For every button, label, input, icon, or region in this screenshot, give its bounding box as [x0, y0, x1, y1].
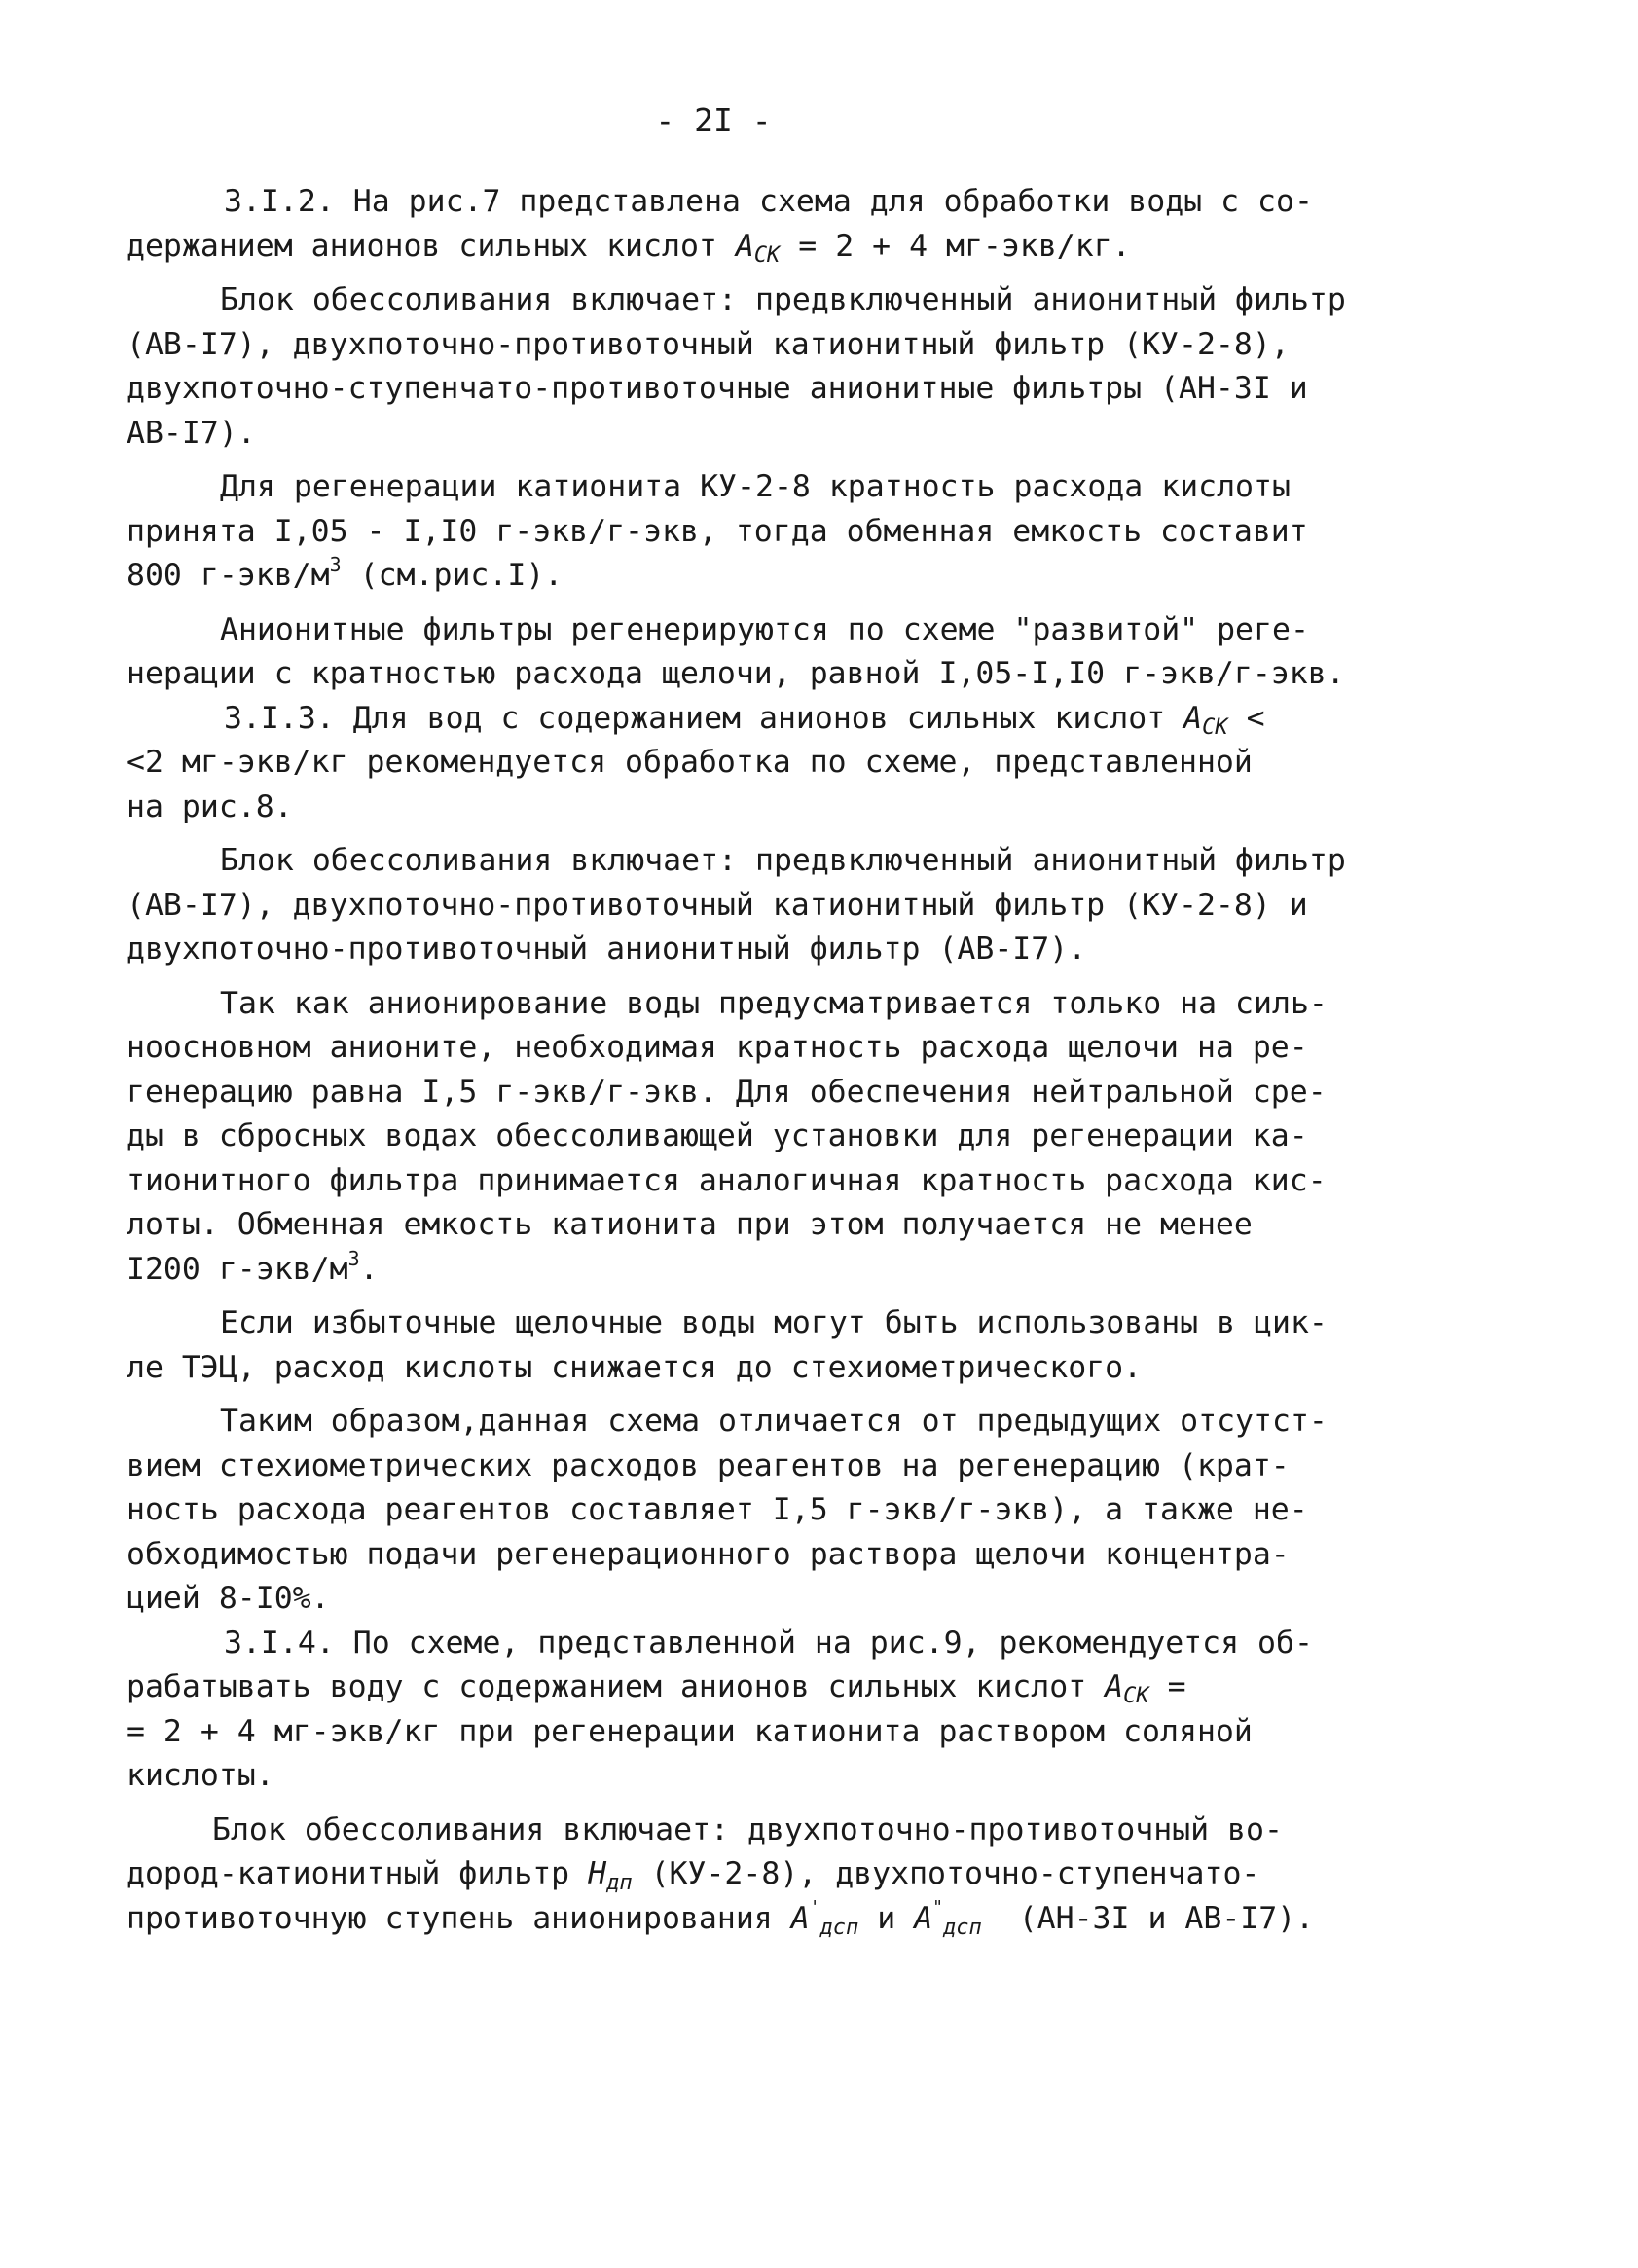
text-line — [127, 1809, 1363, 1853]
text-line-content: кислоты. — [127, 1758, 274, 1793]
text-line-content: рабатывать воду с содержанием анионов сильных кислот — [127, 1669, 1087, 1704]
text-line-content: = 2 + 4 мг-экв/кг при регенерации катионита раствором соляной — [127, 1713, 1253, 1749]
text-line-content: ле ТЭЦ, расход кислоты снижается до стехиометрического. — [127, 1349, 1143, 1385]
text-line — [127, 1115, 1363, 1159]
text-line — [127, 1159, 1363, 1204]
text-line — [127, 1665, 1363, 1710]
text-line-content: лоты. Обменная емкость катионита при этом получается не менее — [127, 1207, 1253, 1242]
text-line-content: 800 г-экв/м — [127, 558, 330, 593]
superscript: 3 — [329, 553, 342, 576]
text-line — [127, 510, 1363, 555]
text-line — [127, 1071, 1363, 1116]
formula-a-ck: $А_{СК}$ — [735, 228, 781, 268]
text-line-content: нерации с кратностью расхода щелочи, равной I,05-I,I0 г-экв/г-экв. — [127, 656, 1345, 691]
formula-a-double-prime-dsp: $А^"_{дсп}$ — [914, 1896, 982, 1940]
text-line — [127, 839, 1363, 884]
text-line — [127, 1533, 1363, 1578]
text-line — [127, 697, 1363, 742]
text-line-content: Если избыточные щелочные воды могут быть использованы в цик- — [220, 1305, 1328, 1340]
formula-a-prime-dsp: $А'_{дсп}$ — [790, 1896, 859, 1940]
text-line-content: вием стехиометрических расходов реагентов на регенерацию (крат- — [127, 1447, 1290, 1483]
text-line-content: Так как анионирование воды предусматривается только на силь- — [220, 985, 1328, 1021]
text-line — [127, 741, 1363, 786]
text-line — [127, 367, 1363, 412]
text-line-content: (КУ-2-8), двухпоточно-ступенчато- — [650, 1856, 1260, 1891]
text-line-content: Анионитные фильтры регенерируются по схеме "развитой" реге- — [220, 611, 1309, 647]
text-line-content: обходимостью подачи регенерационного раствора щелочи концентра- — [127, 1536, 1290, 1572]
text-line-content: = 2 + 4 мг-экв/кг. — [798, 228, 1131, 264]
text-line — [127, 1203, 1363, 1248]
text-line-content: . — [359, 1251, 379, 1287]
text-line — [127, 1488, 1363, 1533]
text-line-content: противоточную ступень анионирования — [127, 1900, 773, 1936]
text-line — [127, 1622, 1363, 1666]
text-line — [127, 412, 1363, 457]
text-line-content: Для регенерации катионита КУ-2-8 кратность расхода кислоты — [220, 469, 1291, 504]
text-line-content: Блок обессоливания включает: предвключенный анионитный фильтр — [220, 843, 1346, 878]
text-line — [127, 928, 1363, 972]
text-line — [127, 554, 1363, 599]
text-line — [127, 1026, 1363, 1071]
text-line — [127, 180, 1363, 225]
text-line-content: I200 г-экв/м — [127, 1251, 348, 1287]
text-line — [127, 652, 1363, 697]
text-line — [127, 608, 1363, 653]
text-line — [127, 1301, 1363, 1346]
formula-a-ck: $А_{СК}$ — [1105, 1669, 1149, 1708]
text-line — [127, 1852, 1363, 1897]
text-line-content: (АН-3I и АВ-I7). — [1018, 1900, 1315, 1936]
text-line-content: двухпоточно-ступенчато-противоточные анионитные фильтры (АН-3I и — [127, 371, 1308, 406]
text-line-content: ды в сбросных водах обессоливающей установки для регенерации ка- — [127, 1118, 1308, 1153]
text-line — [127, 1346, 1363, 1391]
text-line-content: АВ-I7). — [127, 415, 256, 451]
text-line — [127, 1400, 1363, 1445]
text-line-content: генерацию равна I,5 г-экв/г-экв. Для обеспечения нейтральной сре- — [127, 1074, 1327, 1110]
text-line — [127, 1897, 1363, 1942]
document-body — [127, 180, 1363, 1941]
text-line-content: < — [1246, 700, 1265, 736]
text-line-content: дород-катионитный фильтр — [127, 1856, 570, 1891]
text-line-content: (АВ-I7), двухпоточно-противоточный катионитный фильтр (КУ-2-8) и — [127, 887, 1308, 923]
text-line-content: двухпоточно-противоточный анионитный фильтр (АВ-I7). — [127, 932, 1087, 967]
text-line-content: 3.I.2. На рис.7 представлена схема для обработки воды с со- — [224, 184, 1313, 219]
page-number: - 2I - — [655, 101, 772, 139]
formula-h-dp: $Н_{дп}$ — [588, 1856, 633, 1895]
text-line-content: принята I,05 - I,I0 г-экв/г-экв, тогда обменная емкость составит — [127, 513, 1308, 549]
text-line-content: на рис.8. — [127, 788, 293, 824]
text-line — [127, 884, 1363, 929]
text-line-content: держанием анионов сильных кислот — [127, 228, 717, 264]
text-line — [127, 225, 1363, 270]
text-line — [127, 786, 1363, 830]
text-line — [127, 982, 1363, 1027]
text-line-content: (АВ-I7), двухпоточно-противоточный катионитный фильтр (КУ-2-8), — [127, 326, 1290, 362]
text-line-content: 3.I.4. По схеме, представленной на рис.9, рекомендуется об- — [224, 1625, 1313, 1661]
text-line — [127, 1710, 1363, 1755]
text-line — [127, 1754, 1363, 1799]
superscript: 3 — [347, 1246, 360, 1270]
text-line-content: ноосновном анионите, необходимая кратность расхода щелочи на ре- — [127, 1030, 1308, 1065]
text-line-content: = — [1167, 1669, 1186, 1704]
formula-a-ck: $А_{СК}$ — [1183, 700, 1228, 740]
text-line-content: 3.I.3. Для вод с содержанием анионов сильных кислот — [224, 700, 1166, 736]
text-line — [127, 1248, 1363, 1293]
text-line-content: (см.рис.I). — [359, 558, 564, 593]
text-line-content: <2 мг-экв/кг рекомендуется обработка по схеме, представленной — [127, 745, 1253, 780]
text-line-content: Блок обессоливания включает: двухпоточно-противоточный во- — [212, 1811, 1283, 1847]
text-line — [127, 1577, 1363, 1622]
text-line-content: Блок обессоливания включает: предвключенный анионитный фильтр — [220, 282, 1346, 317]
text-line — [127, 465, 1363, 510]
text-line-content: и — [877, 1900, 896, 1936]
text-line — [127, 278, 1363, 323]
text-line — [127, 1445, 1363, 1489]
text-line-content: тионитного фильтра принимается аналогичная кратность расхода кис- — [127, 1162, 1327, 1198]
text-line-content: цией 8-I0%. — [127, 1581, 330, 1616]
text-line-content: ность расхода реагентов составляет I,5 г-экв/г-экв), а также не- — [127, 1492, 1308, 1527]
text-line-content: Таким образом,данная схема отличается от предыдущих отсутст- — [220, 1404, 1328, 1439]
text-line — [127, 323, 1363, 368]
